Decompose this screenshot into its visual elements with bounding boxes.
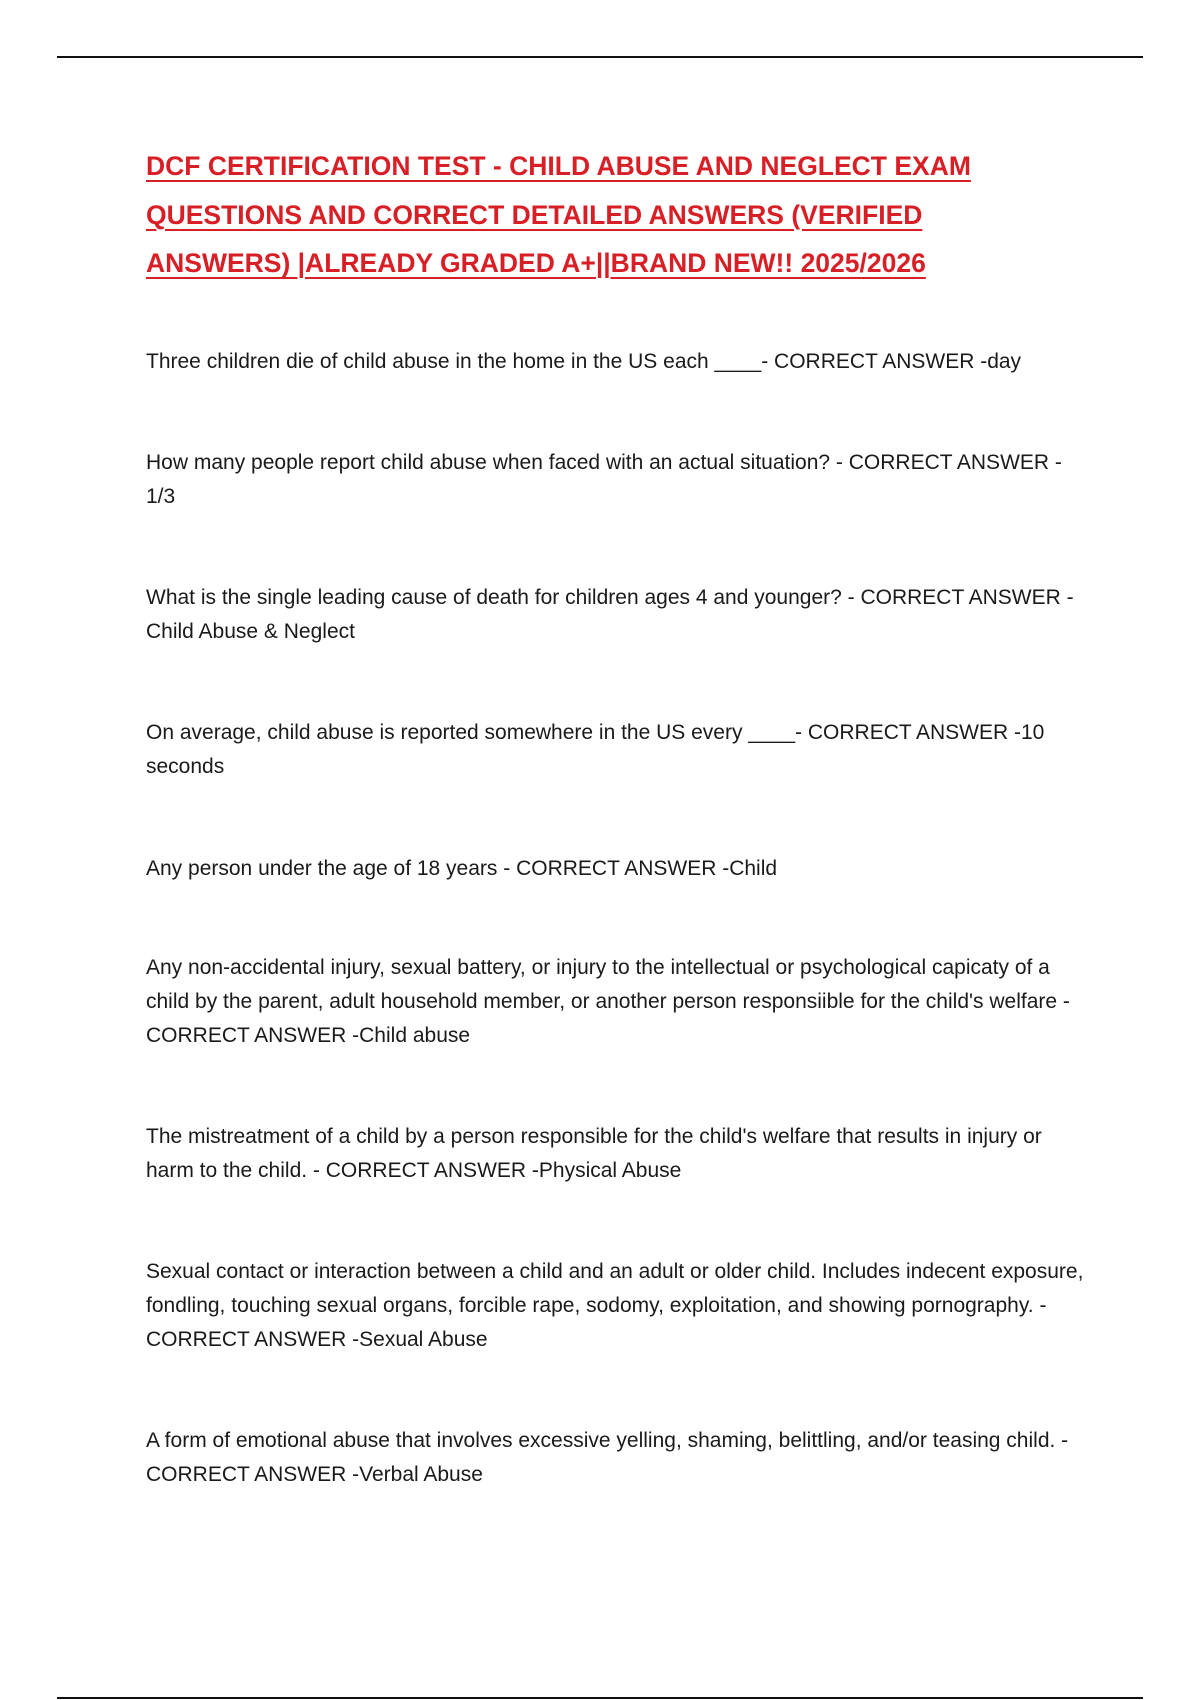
title-line-2: QUESTIONS AND CORRECT DETAILED ANSWERS (VERIFIED <box>146 199 923 230</box>
question-text: What is the single leading cause of death for children ages 4 and younger? <box>146 586 842 609</box>
correct-answer-label: - CORRECT ANSWER - <box>146 1294 1047 1351</box>
question-text: Sexual contact or interaction between a child and an adult or older child. Includes indecent exposure, fondling, touching sexual organs, forcible rape, sodomy, exploitation, and showing pornography. <box>146 1260 1084 1317</box>
correct-answer-label: - CORRECT ANSWER - <box>146 990 1070 1047</box>
footer-rule <box>57 1697 1143 1699</box>
correct-answer-label: - CORRECT ANSWER - <box>497 857 730 880</box>
header-rule <box>57 56 1143 58</box>
question-text: On average, child abuse is reported somewhere in the US every ____ <box>146 721 796 744</box>
correct-answer-label: - CORRECT ANSWER - <box>795 721 1021 744</box>
document-title <box>146 142 1086 288</box>
question-text: The mistreatment of a child by a person responsible for the child's welfare that results in injury or harm to the child. <box>146 1125 1042 1182</box>
qa-item-4 <box>146 716 1086 784</box>
answer-text: day <box>987 350 1022 373</box>
title-line-1: DCF CERTIFICATION TEST - CHILD ABUSE AND NEGLECT EXAM <box>146 151 971 181</box>
correct-answer-label: - CORRECT ANSWER - <box>841 586 1074 609</box>
answer-text: Child <box>729 857 778 880</box>
correct-answer-label: - CORRECT ANSWER - <box>307 1159 539 1182</box>
answer-text: Physical Abuse <box>538 1159 682 1182</box>
title-line-3: ANSWERS) |ALREADY GRADED A+||BRAND NEW!! 2025/2026 <box>146 248 926 278</box>
qa-item-7 <box>146 1120 1086 1188</box>
qa-item-8 <box>146 1255 1086 1357</box>
qa-item-3 <box>146 581 1086 649</box>
answer-text: Sexual Abuse <box>359 1328 488 1351</box>
answer-text: Verbal Abuse <box>359 1463 483 1486</box>
question-text: A form of emotional abuse that involves excessive yelling, shaming, belittling, and/or teasing child. <box>146 1429 1056 1452</box>
correct-answer-label: - CORRECT ANSWER - <box>830 451 1062 474</box>
answer-text: 1/3 <box>146 485 176 508</box>
answer-text: Child abuse <box>359 1024 471 1047</box>
qa-item-1 <box>146 345 1086 379</box>
qa-item-6 <box>146 951 1086 1053</box>
question-text: Three children die of child abuse in the home in the US each ____ <box>146 350 762 373</box>
answer-text: 10 seconds <box>146 721 1045 778</box>
qa-item-9 <box>146 1424 1086 1492</box>
question-text: Any person under the age of 18 years <box>146 857 498 880</box>
question-text: Any non-accidental injury, sexual battery, or injury to the intellectual or psychological capicaty of a child by the parent, adult household member, or another person responsiible for the child's welfare <box>146 956 1058 1013</box>
correct-answer-label: - CORRECT ANSWER - <box>761 350 988 373</box>
qa-item-5 <box>146 852 1086 886</box>
correct-answer-label: - CORRECT ANSWER - <box>146 1429 1069 1486</box>
answer-text: Child Abuse & Neglect <box>146 620 355 643</box>
qa-item-2 <box>146 446 1086 514</box>
question-text: How many people report child abuse when faced with an actual situation? <box>146 451 831 474</box>
